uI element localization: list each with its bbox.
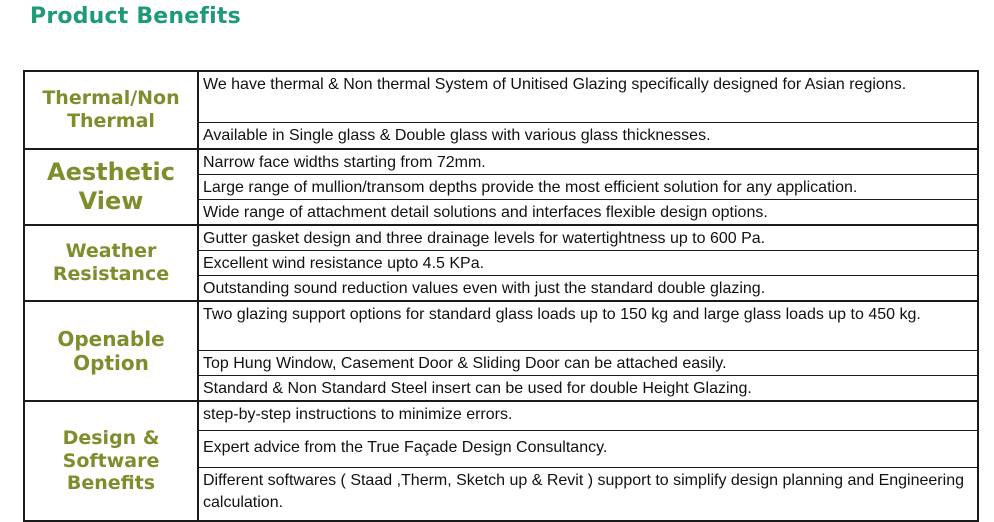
benefit-item: Available in Single glass & Double glass with various glass thicknesses. [198,123,978,149]
category-label: Weather Resistance [52,240,170,285]
category-label: Thermal/Non Thermal [42,87,180,132]
benefit-item: Standard & Non Standard Steel insert can be used for double Height Glazing. [198,376,978,402]
category-weather [24,225,198,301]
category-label: Design & Software Benefits [62,426,160,495]
benefit-item: Narrow face widths starting from 72mm. [198,149,978,175]
category-design-software [24,401,198,521]
benefit-item: Two glazing support options for standard glass loads up to 150 kg and large glass loads up to 450 kg. [198,301,978,351]
category-label: Aesthetic View [47,158,175,215]
category-aesthetic [24,149,198,225]
benefit-item: We have thermal & Non thermal System of Unitised Glazing specifically designed for Asian regions. [198,71,978,123]
table-row [24,71,978,123]
benefit-item: Different softwares ( Staad ,Therm, Sketch up & Revit ) support to simplify design planning and Engineering calculation. [198,468,978,522]
benefit-item: Gutter gasket design and three drainage levels for watertightness up to 600 Pa. [198,225,978,251]
benefit-item: Wide range of attachment detail solutions and interfaces flexible design options. [198,200,978,226]
benefit-item: step-by-step instructions to minimize errors. [198,401,978,431]
benefit-item: Outstanding sound reduction values even with just the standard double glazing. [198,276,978,302]
category-openable [24,301,198,401]
benefit-item: Excellent wind resistance upto 4.5 KPa. [198,251,978,276]
table-row [24,401,978,431]
benefit-item: Large range of mullion/transom depths provide the most efficient solution for any application. [198,175,978,200]
benefit-item: Expert advice from the True Façade Design Consultancy. [198,431,978,468]
category-label: Openable Option [57,327,165,375]
table-row [24,225,978,251]
category-thermal [24,71,198,149]
benefit-item: Top Hung Window, Casement Door & Sliding Door can be attached easily. [198,351,978,376]
benefits-table [23,70,979,522]
table-row [24,149,978,175]
page-title: Product Benefits [30,4,241,29]
table-row [24,301,978,351]
